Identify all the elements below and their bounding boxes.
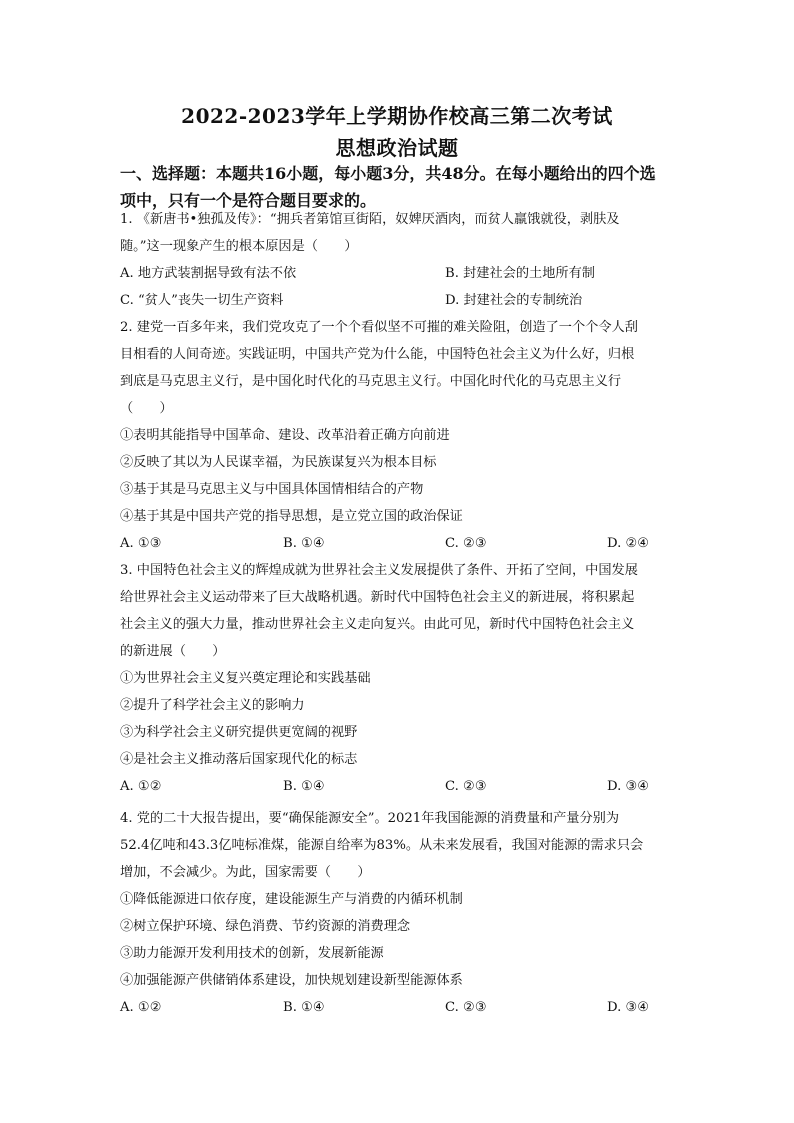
exam-subtitle: 思想政治试题 [335,136,459,160]
options-row [120,260,680,287]
statement-item: ②树立保护环境、绿色消费、节约资源的消费理念 [120,919,411,934]
statement-item: ①表明其能指导中国革命、建设、改革沿着正确方向前进 [120,428,450,443]
question-1 [120,206,680,314]
option-d: D. ③④ [607,779,650,794]
options-row [120,994,680,1021]
option-c: C. ②③ [445,536,487,551]
option-b: B. ①④ [283,779,325,794]
option-c: C. ②③ [445,779,487,794]
statement-item: ④基于其是中国共产党的指导思想，是立党立国的政治保证 [120,509,463,524]
question-stem-line: （ ） [120,401,173,416]
options-row [120,773,680,800]
option-b: B. ①④ [283,1000,325,1015]
option-c: C. ②③ [445,1000,487,1015]
question-stem-line: 到底是马克思主义行，是中国化时代化的马克思主义行。中国化时代化的马克思主义行 [120,374,622,389]
option-a: A. 地方武装割据导致有法不依 [120,266,297,281]
question-stem-line: 社会主义的强大力量，推动世界社会主义走向复兴。由此可见，新时代中国特色社会主义 [120,617,635,632]
section-instructions-line: 一、选择题：本题共16小题，每小题3分，共48分。在每小题给出的四个选 [120,164,656,183]
statement-item: ③为科学社会主义研究提供更宽阔的视野 [120,725,358,740]
question-stem-line: 1. 《新唐书•独孤及传》：“拥兵者第馆亘街陌，奴婢厌酒肉，而贫人羸饿就役，剥肤及 [120,212,620,227]
question-4 [120,805,680,1021]
statement-item: ③助力能源开发利用技术的创新，发展新能源 [120,946,384,961]
option-d: D. ②④ [607,536,650,551]
option-a: A. ①③ [120,536,162,551]
section-instructions-line: 项中，只有一个是符合题目要求的。 [120,191,377,210]
statement-item: ②反映了其以为人民谋幸福，为民族谋复兴为根本目标 [120,455,437,470]
option-a: A. ①② [120,779,162,794]
option-b: B. ①④ [283,536,325,551]
statement-item: ④加强能源产供储销体系建设，加快规划建设新型能源体系 [120,973,463,988]
question-stem-line: 的新进展（ ） [120,644,226,659]
option-c: C. “贫人”丧失一切生产资料 [120,293,284,308]
question-stem-line: 52.4亿吨和43.3亿吨标准煤，能源自给率为83%。从未来发展看，我国对能源的需求只会 [120,838,644,853]
options-row [120,287,680,314]
question-stem-line: 3. 中国特色社会主义的辉煌成就为世界社会主义发展提供了条件、开拓了空间，中国发展 [120,563,638,578]
option-a: A. ①② [120,1000,162,1015]
question-2 [120,314,680,557]
option-d: D. ③④ [607,1000,650,1015]
question-stem-line: 增加，不会减少。为此，国家需要（ ） [120,865,371,880]
statement-item: ③基于其是马克思主义与中国具体国情相结合的产物 [120,482,424,497]
option-d: D. 封建社会的专制统治 [445,293,583,308]
statement-item: ①降低能源进口依存度，建设能源生产与消费的内循环机制 [120,892,463,907]
question-stem-line: 给世界社会主义运动带来了巨大战略机遇。新时代中国特色社会主义的新进展，将积累起 [120,590,635,605]
question-stem-line: 目相看的人间奇迹。实践证明，中国共产党为什么能，中国特色社会主义为什么好，归根 [120,347,635,362]
statement-item: ①为世界社会主义复兴奠定理论和实践基础 [120,671,371,686]
options-row [120,530,680,557]
question-stem-line: 2. 建党一百多年来，我们党攻克了一个个看似坚不可摧的难关险阻，创造了一个个令人刮 [120,320,638,335]
statement-item: ②提升了科学社会主义的影响力 [120,698,305,713]
exam-title: 2022-2023学年上学期协作校高三第二次考试 [181,104,613,128]
question-3 [120,557,680,800]
question-stem-line: 4. 党的二十大报告提出，要“确保能源安全”。2021年我国能源的消费量和产量分别为 [120,811,620,826]
statement-item: ④是社会主义推动落后国家现代化的标志 [120,752,358,767]
option-b: B. 封建社会的土地所有制 [445,266,595,281]
question-stem-line: 随。”这一现象产生的根本原因是（ ） [120,239,358,254]
